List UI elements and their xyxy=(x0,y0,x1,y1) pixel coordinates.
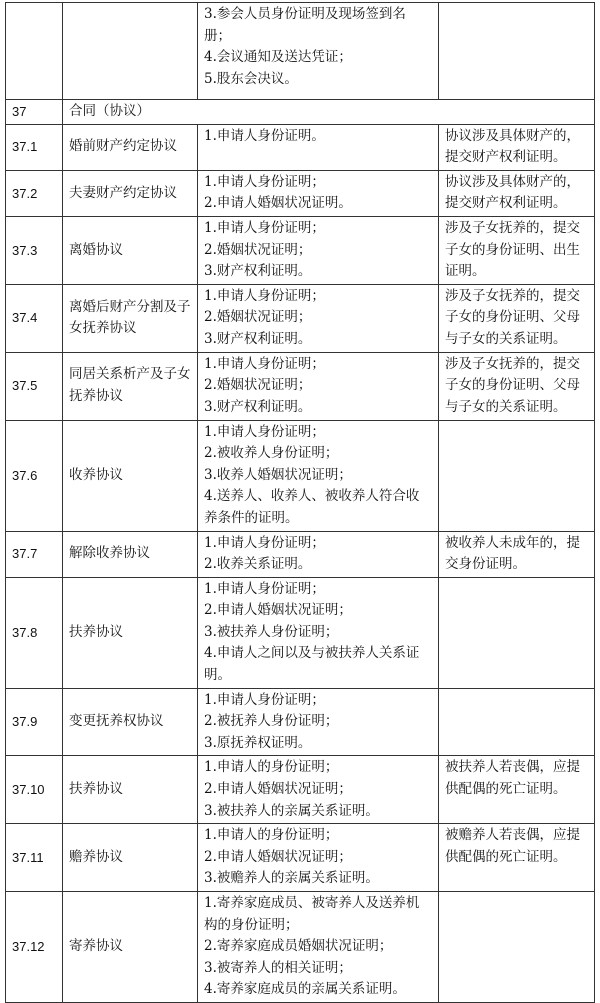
row-name: 收养协议 xyxy=(63,420,198,531)
notarization-requirements-table xyxy=(5,2,595,1003)
row-number: 37.1 xyxy=(6,124,63,170)
row-note: 涉及子女抚养的，提交子女的身份证明、出生证明。 xyxy=(439,216,595,284)
row-note xyxy=(439,688,595,756)
table-row xyxy=(6,577,595,688)
row-name: 扶养协议 xyxy=(63,756,198,824)
section-number: 37 xyxy=(6,100,63,125)
requirement-line: 5.股东会决议。 xyxy=(204,70,298,87)
table-row xyxy=(6,352,595,420)
requirement-line: 1.申请人身份证明； xyxy=(204,534,325,551)
row-note xyxy=(439,577,595,688)
row-requirements xyxy=(198,216,439,284)
row-number: 37.7 xyxy=(6,531,63,577)
requirement-line: 3.财产权利证明。 xyxy=(204,263,312,280)
requirement-line: 2.被抚养人身份证明； xyxy=(204,713,339,730)
requirement-line: 2.寄养家庭成员婚姻状况证明； xyxy=(204,938,393,955)
requirement-line: 1.申请人身份证明。 xyxy=(204,127,325,144)
row-name: 解除收养协议 xyxy=(63,531,198,577)
requirement-line: 4.申请人之间以及与被扶养人关系证明。 xyxy=(204,645,420,684)
requirement-line: 2.申请人婚姻状况证明； xyxy=(204,602,352,619)
row-requirements xyxy=(198,352,439,420)
requirement-line: 1.申请人身份证明； xyxy=(204,355,325,372)
requirement-line: 3.原抚养权证明。 xyxy=(204,734,312,751)
row-note: 被收养人未成年的，提交身份证明。 xyxy=(439,531,595,577)
row-number: 37.5 xyxy=(6,352,63,420)
requirement-line: 3.被扶养人身份证明； xyxy=(204,623,339,640)
requirement-line: 3.被赡养人的亲属关系证明。 xyxy=(204,870,379,887)
row-requirements xyxy=(198,756,439,824)
row-number: 37.4 xyxy=(6,284,63,352)
row-requirements xyxy=(198,3,439,100)
requirement-line: 1.申请人身份证明； xyxy=(204,173,325,190)
requirement-line: 2.收养关系证明。 xyxy=(204,556,312,573)
row-requirements xyxy=(198,688,439,756)
requirement-line: 2.申请人婚姻状况证明； xyxy=(204,781,352,798)
section-header-row xyxy=(6,100,595,125)
row-requirements xyxy=(198,824,439,892)
row-name: 同居关系析产及子女抚养协议 xyxy=(63,352,198,420)
requirement-line: 1.申请人的身份证明； xyxy=(204,759,339,776)
row-requirements xyxy=(198,284,439,352)
row-note: 被扶养人若丧偶，应提供配偶的死亡证明。 xyxy=(439,756,595,824)
row-requirements xyxy=(198,577,439,688)
row-requirements xyxy=(198,124,439,170)
row-requirements xyxy=(198,531,439,577)
requirement-line: 2.婚姻状况证明； xyxy=(204,377,312,394)
row-name: 赡养协议 xyxy=(63,824,198,892)
requirement-line: 3.收养人婚姻状况证明； xyxy=(204,466,352,483)
row-number: 37.6 xyxy=(6,420,63,531)
row-number: 37.10 xyxy=(6,756,63,824)
row-number: 37.9 xyxy=(6,688,63,756)
row-note xyxy=(439,3,595,100)
row-note: 协议涉及具体财产的，提交财产权利证明。 xyxy=(439,170,595,216)
requirement-line: 4.送养人、收养人、被收养人符合收养条件的证明。 xyxy=(204,488,420,526)
row-name: 寄养协议 xyxy=(63,892,198,1003)
requirement-line: 2.申请人婚姻状况证明； xyxy=(204,848,352,865)
row-number: 37.3 xyxy=(6,216,63,284)
requirement-line: 1.申请人身份证明； xyxy=(204,423,325,440)
row-note: 涉及子女抚养的，提交子女的身份证明、父母与子女的关系证明。 xyxy=(439,284,595,352)
row-number: 37.12 xyxy=(6,892,63,1003)
table-row xyxy=(6,824,595,892)
table-row xyxy=(6,420,595,531)
table-row xyxy=(6,892,595,1003)
row-number: 37.2 xyxy=(6,170,63,216)
requirement-line: 1.申请人身份证明； xyxy=(204,219,325,236)
row-name: 变更抚养权协议 xyxy=(63,688,198,756)
requirement-line: 1.申请人身份证明； xyxy=(204,580,325,597)
requirement-line: 1.申请人的身份证明； xyxy=(204,827,339,844)
row-requirements xyxy=(198,892,439,1003)
table-row xyxy=(6,124,595,170)
table-row xyxy=(6,284,595,352)
requirement-line: 2.婚姻状况证明； xyxy=(204,241,312,258)
row-name: 婚前财产约定协议 xyxy=(63,124,198,170)
requirement-line: 4.寄养家庭成员的亲属关系证明。 xyxy=(204,981,406,998)
row-number: 37.11 xyxy=(6,824,63,892)
requirement-line: 2.婚姻状况证明； xyxy=(204,309,312,326)
row-note: 涉及子女抚养的，提交子女的身份证明、父母与子女的关系证明。 xyxy=(439,352,595,420)
row-number xyxy=(6,3,63,100)
row-name xyxy=(63,3,198,100)
requirement-line: 1.申请人身份证明； xyxy=(204,691,325,708)
requirement-line: 2.申请人婚姻状况证明。 xyxy=(204,195,352,212)
table-row xyxy=(6,216,595,284)
row-name: 离婚协议 xyxy=(63,216,198,284)
requirement-line: 4.会议通知及送达凭证； xyxy=(204,49,352,66)
row-requirements xyxy=(198,170,439,216)
row-name: 扶养协议 xyxy=(63,577,198,688)
row-note: 被赡养人若丧偶，应提供配偶的死亡证明。 xyxy=(439,824,595,892)
requirement-line: 1.寄养家庭成员、被寄养人及送养机构的身份证明； xyxy=(204,895,420,933)
section-title: 合同（协议） xyxy=(63,100,595,125)
requirement-line: 3.参会人员身份证明及现场签到名册； xyxy=(204,6,406,44)
requirement-line: 3.被寄养人的相关证明； xyxy=(204,959,352,976)
requirement-line: 2.被收养人身份证明； xyxy=(204,445,339,462)
requirement-line: 3.财产权利证明。 xyxy=(204,330,312,347)
requirement-line: 1.申请人身份证明； xyxy=(204,287,325,304)
row-note: 协议涉及具体财产的，提交财产权利证明。 xyxy=(439,124,595,170)
requirement-line: 3.被扶养人的亲属关系证明。 xyxy=(204,802,379,819)
table-row xyxy=(6,531,595,577)
table-row-continuation xyxy=(6,3,595,100)
row-name: 夫妻财产约定协议 xyxy=(63,170,198,216)
row-requirements xyxy=(198,420,439,531)
row-note xyxy=(439,420,595,531)
table-row xyxy=(6,688,595,756)
table-row xyxy=(6,756,595,824)
row-name: 离婚后财产分割及子女抚养协议 xyxy=(63,284,198,352)
row-number: 37.8 xyxy=(6,577,63,688)
row-note xyxy=(439,892,595,1003)
requirement-line: 3.财产权利证明。 xyxy=(204,398,312,415)
table-row xyxy=(6,170,595,216)
